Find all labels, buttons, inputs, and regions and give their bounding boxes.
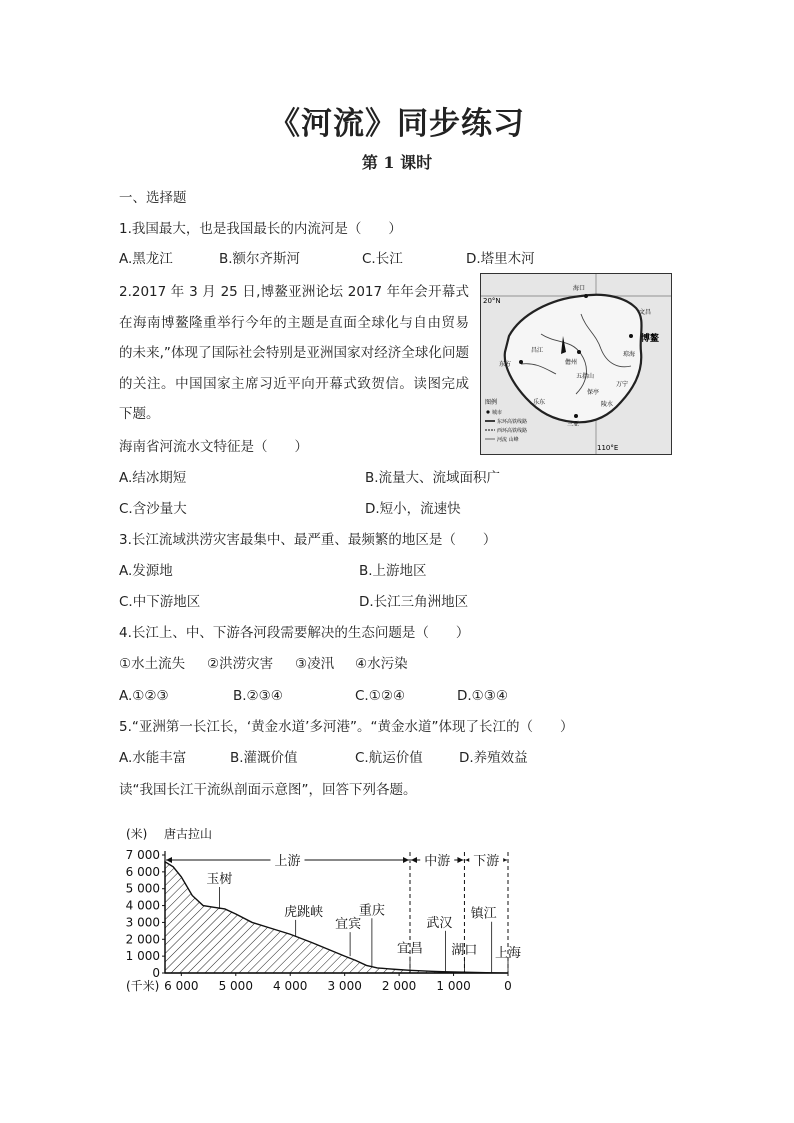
q4-item-3: ③凌汛	[295, 656, 335, 672]
map-legend-title: 图例	[485, 399, 498, 406]
q4-item-2: ②洪涝灾害	[207, 656, 274, 672]
y-tick-label: 6 000	[125, 864, 160, 879]
place-label: 宜宾	[335, 917, 362, 933]
segment-label: 下游	[473, 854, 500, 869]
x-tick-label: 4 000	[273, 979, 308, 993]
place-label: 虎跳峡	[284, 904, 324, 920]
place-label: 上海	[494, 946, 522, 961]
map-legend-city: 城市	[492, 410, 503, 416]
place-label: 武汉	[426, 915, 453, 931]
place-label: 玉树	[206, 871, 233, 887]
q4-option-c[interactable]: C.①②④	[355, 688, 406, 704]
q5-option-d[interactable]: D.养殖效益	[459, 750, 528, 766]
section-heading: 一、选择题	[119, 190, 187, 206]
y-tick-label: 3 000	[125, 915, 160, 930]
q2-option-b[interactable]: B.流量大、流域面积广	[365, 470, 501, 486]
map-wuzhishan-label: 五指山	[576, 373, 595, 380]
map-lat-label: 20°N	[483, 297, 501, 305]
q3-option-c[interactable]: C.中下游地区	[119, 594, 201, 610]
q1-option-a[interactable]: A.黑龙江	[119, 251, 173, 267]
segment-label: 中游	[424, 854, 451, 869]
hainan-map-svg	[481, 274, 671, 454]
segment-arrowhead	[411, 857, 417, 863]
q3-option-d[interactable]: D.长江三角洲地区	[359, 594, 469, 610]
q2-option-c[interactable]: C.含沙量大	[119, 501, 187, 517]
q4-option-b[interactable]: B.②③④	[233, 688, 283, 704]
segment-label: 上游	[274, 854, 301, 869]
q5-option-c[interactable]: C.航运价值	[355, 750, 423, 766]
q2-option-d[interactable]: D.短小，流速快	[365, 501, 461, 517]
x-tick-label: 6 000	[164, 979, 199, 993]
x-tick-label: 3 000	[327, 979, 362, 993]
yangtze-profile-chart	[118, 822, 522, 1007]
q5-stem: 5.“亚洲第一长江长，‘黄金水道’多河港”。“黄金水道”体现了长江的（ ）	[119, 719, 574, 735]
q1-option-c[interactable]: C.长江	[362, 251, 403, 267]
q1-option-b[interactable]: B.额尔齐斯河	[219, 251, 301, 267]
map-sanya-label: 三亚	[567, 421, 580, 428]
page-title: 《河流》同步练习	[269, 106, 525, 142]
y-tick-label: 7 000	[125, 848, 160, 862]
q2-option-a[interactable]: A.结冰期短	[119, 470, 187, 486]
read-prompt: 读“我国长江干流纵剖面示意图”，回答下列各题。	[119, 782, 417, 798]
map-legend-west: 西环高铁线路	[497, 428, 528, 434]
x-tick-label: 0	[504, 979, 512, 993]
q5-option-b[interactable]: B.灌溉价值	[230, 750, 298, 766]
hainan-map	[480, 273, 672, 455]
q4-option-a[interactable]: A.①②③	[119, 688, 169, 704]
q2-intro: 2.2017 年 3 月 25 日,博鳌亚洲论坛 2017 年年会开幕式在海南博鳌隆重举行今年的主题是直面全球化与自由贸易的未来,”体现了国际社会特别是亚洲国家对经济全球化问题的关注。中国国家主席习近平向开幕式致贺信。读图完成下题。	[119, 284, 469, 422]
map-legend-rail: 东环高铁线路	[497, 419, 528, 425]
q3-option-a[interactable]: A.发源地	[119, 563, 173, 579]
y-tick-label: 4 000	[125, 898, 160, 913]
map-wenchang-label: 文昌	[639, 309, 652, 316]
q4-option-d[interactable]: D.①③④	[457, 688, 508, 704]
map-baoting-label: 保亭	[587, 389, 600, 396]
q5-option-a[interactable]: A.水能丰富	[119, 750, 187, 766]
y-tick-label: 1 000	[125, 949, 160, 964]
x-tick-label: 1 000	[436, 979, 471, 993]
x-axis-unit: (千米)	[126, 979, 160, 993]
q2-stem: 海南省河流水文特征是（ ）	[119, 439, 308, 455]
map-dongfang-label: 东方	[499, 361, 512, 368]
map-legend-river: 河流 山峰	[497, 437, 519, 443]
y-tick-label: 0	[152, 966, 160, 980]
place-label: 镇江	[470, 906, 497, 922]
q4-item-1: ①水土流失	[119, 656, 186, 672]
y-tick-label: 2 000	[125, 932, 160, 947]
map-boao-label: 博鳌	[641, 334, 660, 344]
q4-item-4: ④水污染	[355, 656, 408, 672]
page-subtitle: 第 1 课时	[361, 153, 433, 172]
map-lon-label: 110°E	[597, 444, 619, 452]
q1-stem: 1.我国最大，也是我国最长的内流河是（ ）	[119, 221, 402, 237]
map-changjiang-label: 昌江	[531, 347, 544, 354]
map-haikou-label: 海口	[573, 285, 586, 292]
map-wanning-label: 万宁	[616, 381, 629, 388]
place-label: 重庆	[358, 903, 385, 919]
place-label: 宜昌	[396, 941, 424, 957]
q3-option-b[interactable]: B.上游地区	[359, 563, 427, 579]
map-ledong-label: 乐东	[533, 399, 546, 406]
q4-stem: 4.长江上、中、下游各河段需要解决的生态问题是（ ）	[119, 625, 470, 641]
x-tick-label: 5 000	[218, 979, 253, 993]
map-lingshui-label: 陵水	[601, 401, 614, 408]
map-danzhou-label: 儋州	[565, 359, 578, 366]
y-tick-label: 5 000	[125, 881, 160, 896]
y-axis-unit: (米)	[126, 827, 148, 841]
place-label: 湖口	[451, 943, 478, 959]
segment-arrowhead	[457, 857, 463, 863]
source-label: 唐古拉山	[164, 827, 213, 841]
map-qionghai-label: 琼海	[623, 351, 636, 358]
q1-option-d[interactable]: D.塔里木河	[466, 251, 535, 267]
x-tick-label: 2 000	[381, 979, 417, 993]
q3-stem: 3.长江流域洪涝灾害最集中、最严重、最频繁的地区是（ ）	[119, 532, 497, 548]
segment-arrowhead	[403, 857, 409, 863]
